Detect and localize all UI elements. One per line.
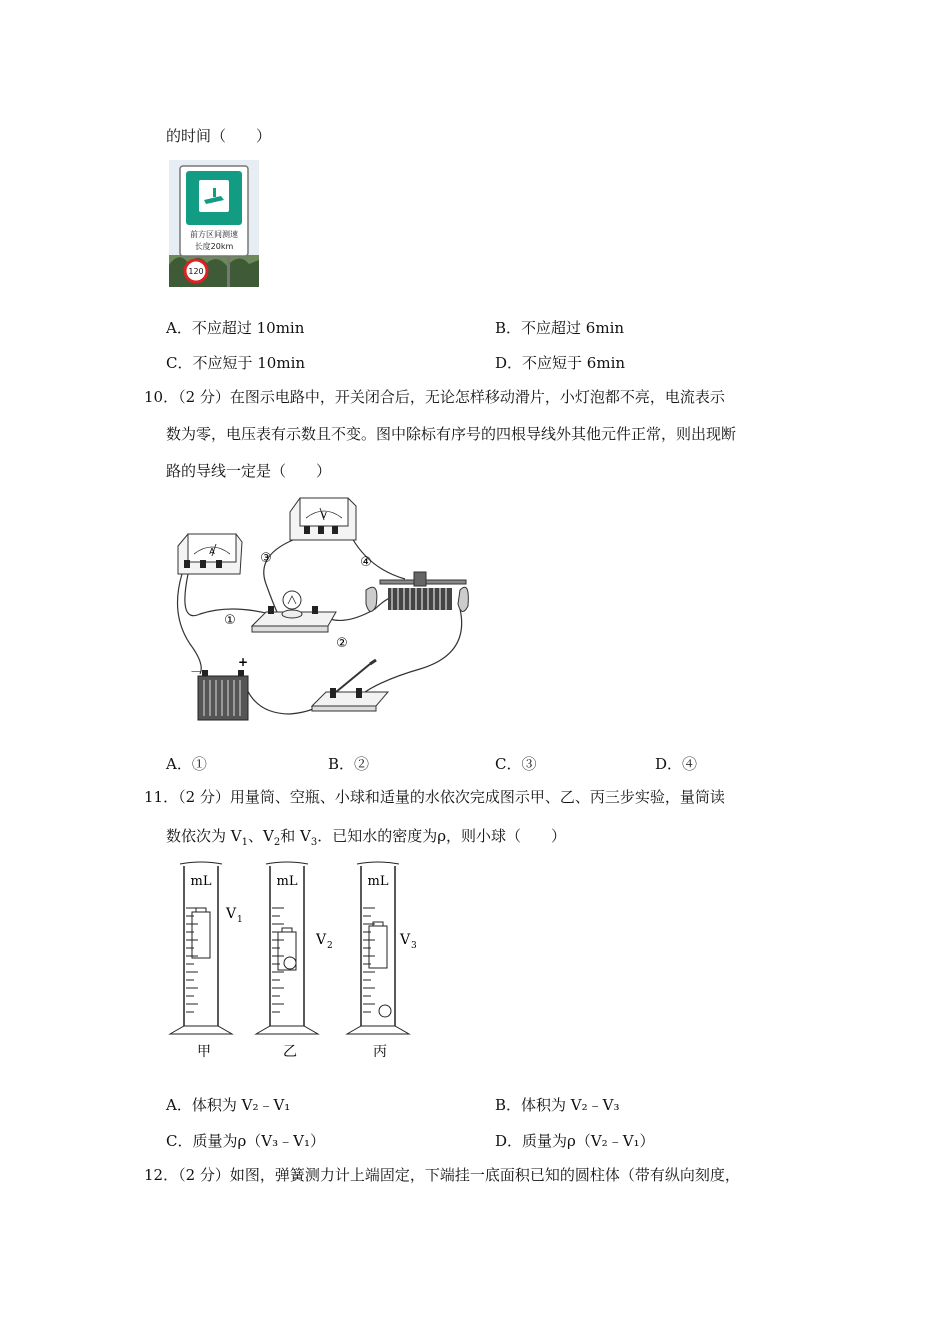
option-letter: B． xyxy=(495,319,522,337)
battery-minus: － xyxy=(190,665,203,679)
wire-label-1: ① xyxy=(224,613,236,628)
wire-label-4: ④ xyxy=(360,555,372,570)
svg-text:2: 2 xyxy=(327,941,333,951)
wire-1 xyxy=(185,574,270,616)
option-letter: A． xyxy=(166,319,192,337)
option-text: 体积为 V₂﹣V₃ xyxy=(521,1096,620,1114)
option-letter: C． xyxy=(166,354,193,372)
wire-label-2: ② xyxy=(336,636,348,651)
speed-section-sign-figure xyxy=(169,160,259,287)
speed-limit-text: 120 xyxy=(188,267,204,276)
cylinder-jia xyxy=(170,862,243,1060)
option-letter: D． xyxy=(495,1132,523,1150)
q9-option-c xyxy=(166,353,305,373)
option-text: 不应短于 10min xyxy=(192,354,306,372)
option-text: 质量为ρ（V₃﹣V₁） xyxy=(192,1132,325,1150)
q10-stem-line2: 数为零，电压表有示数且不变。图中除标有序号的四根导线外其他元件正常，则出现断 xyxy=(166,425,737,443)
sign-text-line1: 前方区间测速 xyxy=(190,230,238,239)
q9-option-a xyxy=(166,318,304,338)
cylinder-yi xyxy=(256,862,333,1060)
option-letter: C． xyxy=(495,755,522,773)
option-text: 不应超过 10min xyxy=(191,319,305,337)
voltmeter xyxy=(290,498,356,540)
ammeter xyxy=(178,534,242,574)
caption-bing: 丙 xyxy=(373,1044,387,1060)
q10-stem-line1: 10．（2 分）在图示电路中，开关闭合后，无论怎样移动滑片，小灯泡都不亮，电流表示 xyxy=(144,388,725,406)
lamp-board xyxy=(252,591,336,632)
q11-option-c xyxy=(166,1131,325,1151)
option-text: 体积为 V₂﹣V₁ xyxy=(191,1096,291,1114)
rheostat xyxy=(366,572,468,612)
q11-stem-line2: 数依次为 $V_1$、$V_2$和 $V_3$．已知水的密度为ρ，则小球（ ） xyxy=(166,827,567,848)
q11-option-b xyxy=(495,1095,620,1115)
sign-text-line2: 长度20km xyxy=(194,242,234,251)
option-text: ② xyxy=(354,755,370,773)
option-letter: D． xyxy=(655,755,683,773)
ammeter-label: A xyxy=(209,547,215,556)
option-text: ④ xyxy=(682,755,698,773)
voltmeter-label: V xyxy=(321,511,327,520)
unit-label: mL xyxy=(367,874,389,889)
option-letter: D． xyxy=(495,354,523,372)
volume-label-v1: V xyxy=(226,906,237,922)
q9-option-d xyxy=(495,353,625,373)
graduated-cylinders-figure xyxy=(168,860,428,1070)
q11-option-d xyxy=(495,1131,655,1151)
option-letter: A． xyxy=(166,1096,192,1114)
option-text: 质量为ρ（V₂﹣V₁） xyxy=(522,1132,655,1150)
option-text: ① xyxy=(191,755,207,773)
option-text: ③ xyxy=(521,755,537,773)
option-letter: B． xyxy=(328,755,355,773)
wire-label-3: ③ xyxy=(260,551,272,566)
q11-option-a xyxy=(166,1095,290,1115)
option-letter: A． xyxy=(166,755,192,773)
volume-label-v3: V xyxy=(400,932,411,948)
unit-label: mL xyxy=(276,874,298,889)
q10-option-a xyxy=(166,754,207,774)
option-letter: C． xyxy=(166,1132,193,1150)
svg-text:3: 3 xyxy=(411,941,417,951)
battery-plus: + xyxy=(238,655,249,669)
q10-stem-line3: 路的导线一定是（ ） xyxy=(166,462,332,480)
circuit-figure xyxy=(170,494,480,728)
q10-option-d xyxy=(655,754,697,774)
option-letter: B． xyxy=(495,1096,522,1114)
caption-jia: 甲 xyxy=(197,1044,211,1060)
q9-stem-tail: 的时间（ ） xyxy=(166,127,272,145)
q10-option-c xyxy=(495,754,537,774)
road-sign-image xyxy=(169,160,259,287)
cylinder-bing xyxy=(347,862,417,1060)
q9-option-b xyxy=(495,318,624,338)
q10-option-b xyxy=(328,754,369,774)
option-text: 不应超过 6min xyxy=(521,319,625,337)
svg-text:1: 1 xyxy=(237,915,243,925)
option-text: 不应短于 6min xyxy=(522,354,626,372)
q11-stem-line1: 11．（2 分）用量筒、空瓶、小球和适量的水依次完成图示甲、乙、丙三步实验，量筒读 xyxy=(144,788,725,806)
volume-label-v2: V xyxy=(316,932,327,948)
unit-label: mL xyxy=(190,874,212,889)
caption-yi: 乙 xyxy=(283,1044,297,1060)
battery xyxy=(190,655,248,720)
q12-stem-line1: 12．（2 分）如图，弹簧测力计上端固定，下端挂一底面积已知的圆柱体（带有纵向刻度， xyxy=(144,1166,740,1184)
